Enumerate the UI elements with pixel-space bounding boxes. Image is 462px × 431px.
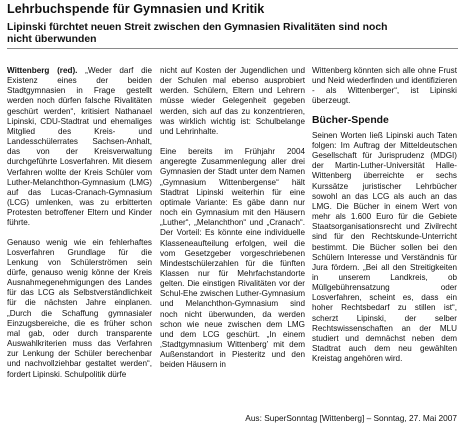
divider-rule <box>7 48 458 49</box>
paragraph-4: Eine bereits im Frühjahr 2004 angeregte Zusammenlegung aller drei Gymnasien der Stadt unter dem Namen „Gymnasium Wittenbergense“ hält Stadtrat Lipinski weiterhin für eine optimale Variante: Es gäbe dann nur noch ein Gymnasium mit den Häusern „Luther“, „Melanchthon“ und „Cranach“. Der Vorteil: Es könnte eine individuelle Klasseneaufteilung erfolgen, weil die vom Gesetzgeber vorgeschriebenen Mindestschülerzahlen für die fünften Klassen nur für Mehrfachstandorte gelten. Die einstigen Rivalitäten vor der Schul-Ehe zwischen Luther-Gymnasium und Melanchthon-Gymnasium sind noch nicht überwunden, da werden schon wie neue zwischen dem LMG und dem LCG geschürt. „In einem ‚Stadtgymnasium Wittenberg’ mit dem Außenstandort in Piesteritz und den beiden Häusern in <box>160 147 305 370</box>
paragraph-2: Genauso wenig wie ein fehlerhaftes Losverfahren Grundlage für die Lenkung von Schülerströmen sein dürfe, genauso wenig könne der Kreis Ausnahmegenehmigungen des Landes für das LCG als Selbstverständlichkeit für die nächsten Jahre einplanen. „Durch die Schaffung gymnasialer Einzugsbereiche, die es früher schon mal gab, oder durch transparente Auswahlkriterien muss das Verfahren zur Lenkung der Schüler berechenbar und nachvollziehbar gestaltet werden“, fordert Lipinski. Schulpolitik dürfe <box>7 237 152 379</box>
paragraph-5: Wittenberg könnten sich alle ohne Frust und Neid wiederfinden und identifizieren - als Wittenberger“, ist Lipinski überzeugt. <box>312 66 457 106</box>
column-3 <box>312 66 457 373</box>
paragraph-6: Seinen Worten ließ Lipinski auch Taten folgen: Im Auftrag der Mitteldeutschen Gesellschaft für Jurisprudenz (MDGI) der Martin-Luther-Universität Halle-Wittenberg überreichte er sechs Kurssätze juristischer Lehrbücher sowohl an das LCG als auch an das LMG. Die Bücher in einem Wert von mehr als 1.600 Euro für die Gebiete Staatsorganisationsrecht und Zivilrecht sind für den Rechtskunde-Unterricht bestimmt. Die Bücher sollen bei den Schülern Interesse und Verständnis für Jura fördern. „Bei all den Streitigkeiten in unserem Landkreis, ob Müllgebührensatzung oder Losverfahren, scheint es, dass ein hoher Rechtsbedarf zu stillen ist“, scherzt Lipinski, der selber Rechtswissenschaften an der MLU studiert und demnächst neben dem Stadtrat auch dem neu gewählten Kreistag angehören wird. <box>312 130 457 364</box>
headline: Lehrbuchspende für Gymnasien und Kritik <box>7 2 265 16</box>
source-line: Aus: SuperSonntag [Wittenberg] – Sonntag, 27. Mai 2007 <box>245 413 457 423</box>
section-heading: Bücher-Spende <box>312 114 389 126</box>
subheadline: Lipinski fürchtet neuen Streit zwischen den Gymnasien Rivalitäten sind noch nicht überwunden <box>7 22 388 45</box>
dateline: Wittenberg (red). <box>7 66 78 75</box>
paragraph-3: nicht auf Kosten der Jugendlichen und der Schulen mal ebenso ausprobiert werden. Schülern, Eltern und Lehrern müsse wieder Gelegenheit gegeben werden, sich auf das zu konzentrieren, was wirklich wichtig ist: Schulbelange und Lehrinhalte. <box>160 66 305 136</box>
paragraph-1-text: „Weder darf die Existenz eines der beiden Stadtgymnasien in Frage gestellt werden noch dürfen falsche Rivalitäten geschürt werden“, kritisiert Nathanael Lipinski, CDU-Stadtrat und ehemaliges Mitglied des Kreis- und Landesschülerrates Sachsen-Anhalt, das von der Kreisverwaltung durchgeführte Losverfahren. Mit diesem Verfahren wollte der Kreis Schüler vom Luther-Melanchthon-Gymnasium (LMG) auf das Lucas-Cranach-Gymnasium (LCG) umlenken, was zu erbitterten Protesten betroffener Eltern und Kinder führte. <box>7 66 152 228</box>
column-1 <box>7 66 152 389</box>
paragraph-1 <box>7 66 152 229</box>
column-2 <box>160 66 305 381</box>
